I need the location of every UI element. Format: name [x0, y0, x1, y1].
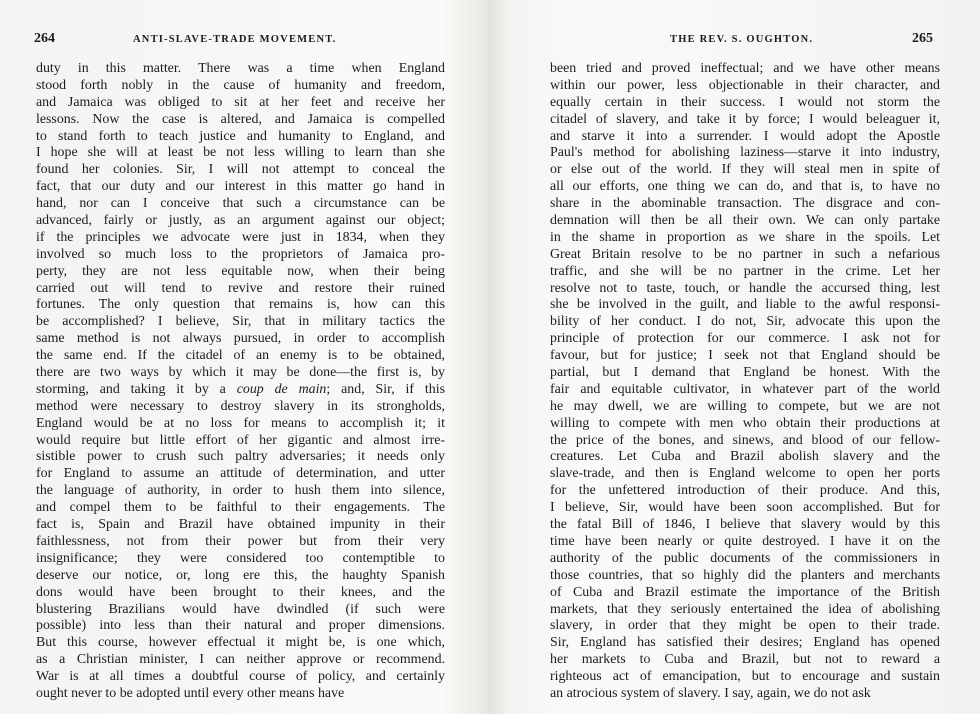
- right-page-body: [550, 61, 940, 703]
- text-line: slave-trade, and then is England welcome to open her ports: [550, 466, 940, 482]
- text-line: traffic, and she will be no partner in the crime. Let her: [550, 263, 940, 279]
- text-line: duty in this matter. There was a time when England: [36, 61, 445, 76]
- text-line: sistible power to crush such paltry adversaries; it needs only: [36, 449, 445, 465]
- text-line: deserve our notice, or, long ere this, the haughty Spanish: [36, 567, 445, 583]
- text-line: favour, but for justice; I seek not that England should be: [550, 348, 940, 364]
- text-line: time have been nearly or quite destroyed. I have it on the: [550, 533, 940, 549]
- text-line: for England to assume an attitude of determination, and utter: [36, 466, 445, 482]
- text-line: to stand forth to teach justice and humanity to England, and: [36, 128, 445, 144]
- text-line: righteous act of emancipation, but to encourage and sustain: [550, 669, 940, 685]
- text-line: But this course, however effectual it might be, is one which,: [36, 635, 445, 651]
- right-page-number: 265: [912, 31, 933, 46]
- text-line: resolve not to taste, touch, or handle the accursed thing, lest: [550, 280, 940, 296]
- text-line: equally certain in their success. I would not storm the: [550, 94, 940, 110]
- text-line: found her colonies. Sir, I will not attempt to conceal the: [36, 162, 445, 178]
- text-line: or else out of the world. If they will steal men in spite of: [550, 162, 940, 178]
- left-page-body: [36, 61, 445, 703]
- text-line: Great Britain resolve to be no partner in such a nefarious: [550, 246, 940, 262]
- text-line: fact, that our duty and our interest in this matter go hand in: [36, 179, 445, 195]
- text-line: been tried and proved ineffectual; and we have other means: [550, 61, 940, 76]
- text-line: carried out will tend to revive and restore their ruined: [36, 280, 445, 296]
- text-line: the same end. If the citadel of an enemy is to be obtained,: [36, 348, 445, 364]
- text-line: same method is not always pursued, in order to accomplish: [36, 331, 445, 347]
- text-line: her markets to Cuba and Brazil, but not to reward a: [550, 652, 940, 668]
- text-line: in the shame in proportion as we share in the spoils. Let: [550, 229, 940, 245]
- text-line: within our power, less objectionable in their character, and: [550, 77, 940, 93]
- text-line: dons would have been brought to their knees, and the: [36, 584, 445, 600]
- text-line: share in the abominable transaction. The disgrace and con-: [550, 196, 940, 212]
- text-line: fact is, Spain and Brazil have obtained impunity in their: [36, 517, 445, 533]
- text-line: an atrocious system of slavery. I say, again, we do not ask: [550, 685, 871, 701]
- text-line: advanced, fairly or justly, as an argument against our object;: [36, 213, 445, 229]
- text-line: fair and equitable cultivator, in whatever part of the world: [550, 381, 940, 397]
- text-line: and starve it into a surrender. I would adopt the Apostle: [550, 128, 940, 144]
- text-line: and compel them to be faithful to their engagements. The: [36, 500, 445, 516]
- text-line: fortunes. The only question that remains is, how can this: [36, 297, 445, 313]
- left-page-number: 264: [34, 31, 55, 46]
- text-line: ought never to be adopted until every other means have: [36, 685, 345, 701]
- text-line: partial, but I demand that England be honest. With the: [550, 365, 940, 381]
- text-line: he may dwell, we are willing to compete, but we are not: [550, 398, 940, 414]
- text-line: the fatal Bill of 1846, I believe that slavery would by this: [550, 517, 940, 533]
- text-line: bility of her conduct. I do not, Sir, advocate this upon the: [550, 314, 940, 330]
- text-line: be accomplished? I believe, Sir, that in military tactics the: [36, 314, 445, 330]
- text-line: she be involved in the guilt, and liable to the awful responsi-: [550, 297, 940, 313]
- text-line: blustering Brazilians would have dwindled (if such were: [36, 601, 445, 617]
- text-line: if the principles we advocate were just in 1834, when they: [36, 229, 445, 245]
- right-running-head: THE REV. S. OUGHTON.: [670, 34, 814, 45]
- text-line: principle of protection for our commerce. I ask not for: [550, 331, 940, 347]
- text-line: there are two ways by which it may be done—the first is, by: [36, 365, 445, 381]
- text-line: faithlessness, not from their power but from their very: [36, 533, 445, 549]
- text-line: War is at all times a doubtful course of policy, and certainly: [36, 669, 445, 685]
- text-line: would require but little effort of her gigantic and almost irre-: [36, 432, 445, 448]
- text-line: Paul's method for abolishing laziness—starve it into industry,: [550, 145, 940, 161]
- text-line: I hope she will at least be not less willing to learn than she: [36, 145, 445, 161]
- text-line: of Cuba and Brazil estimate the importance of the British: [550, 584, 940, 600]
- text-line: willing to compete with men who obtain their productions at: [550, 415, 940, 431]
- text-line: involved so much loss to the proprietors of Jamaica pro-: [36, 246, 445, 262]
- text-line: the language of authority, in order to hush them into silence,: [36, 483, 445, 499]
- text-line: as a Christian minister, I can neither approve or recommend.: [36, 652, 445, 668]
- text-line: citadel of slavery, and take it by force; I would beleaguer it,: [550, 111, 940, 127]
- text-line: creatures. Let Cuba and Brazil abolish slavery and the: [550, 449, 940, 465]
- text-line: the price of the bones, and sinews, and blood of our fellow-: [550, 432, 940, 448]
- text-line: perty, they are not less equitable now, when their being: [36, 263, 445, 279]
- text-line: slavery, in order that they might be open to their trade.: [550, 618, 940, 634]
- text-line: possible) into less than their natural and proper dimensions.: [36, 618, 445, 634]
- text-line: demnation will then be all their own. We can only partake: [550, 213, 940, 229]
- text-line: authority of the public documents of the commissioners in: [550, 550, 940, 566]
- left-running-head: ANTI-SLAVE-TRADE MOVEMENT.: [133, 34, 337, 45]
- text-line: insignificance; they were considered too contemptible to: [36, 550, 445, 566]
- text-line: and Jamaica was obliged to sit at her feet and receive her: [36, 94, 445, 110]
- text-line: I believe, Sir, would have been soon accomplished. But for: [550, 500, 940, 516]
- text-line: for the unfettered introduction of their produce. And this,: [550, 483, 940, 499]
- text-line: England would be at no loss for means to accomplish it; it: [36, 415, 445, 431]
- right-page: [490, 0, 980, 714]
- text-line: those countries, that so highly did the planters and merchants: [550, 567, 940, 583]
- text-line: Sir, England has satisfied their desires; England has opened: [550, 635, 940, 651]
- text-line: stood forth nobly in the cause of humanity and freedom,: [36, 77, 445, 93]
- text-line: storming, and taking it by a coup de main; and, Sir, if this: [36, 381, 445, 397]
- text-line: hand, nor can I conceive that such a circumstance can be: [36, 196, 445, 212]
- text-line: method were necessary to destroy slavery in its strongholds,: [36, 398, 445, 414]
- text-line: all our efforts, one thing we can do, and that is, to have no: [550, 179, 940, 195]
- text-line: markets, that they seriously entertained the idea of abolishing: [550, 601, 940, 617]
- text-line: lessons. Now the case is altered, and Jamaica is compelled: [36, 111, 445, 127]
